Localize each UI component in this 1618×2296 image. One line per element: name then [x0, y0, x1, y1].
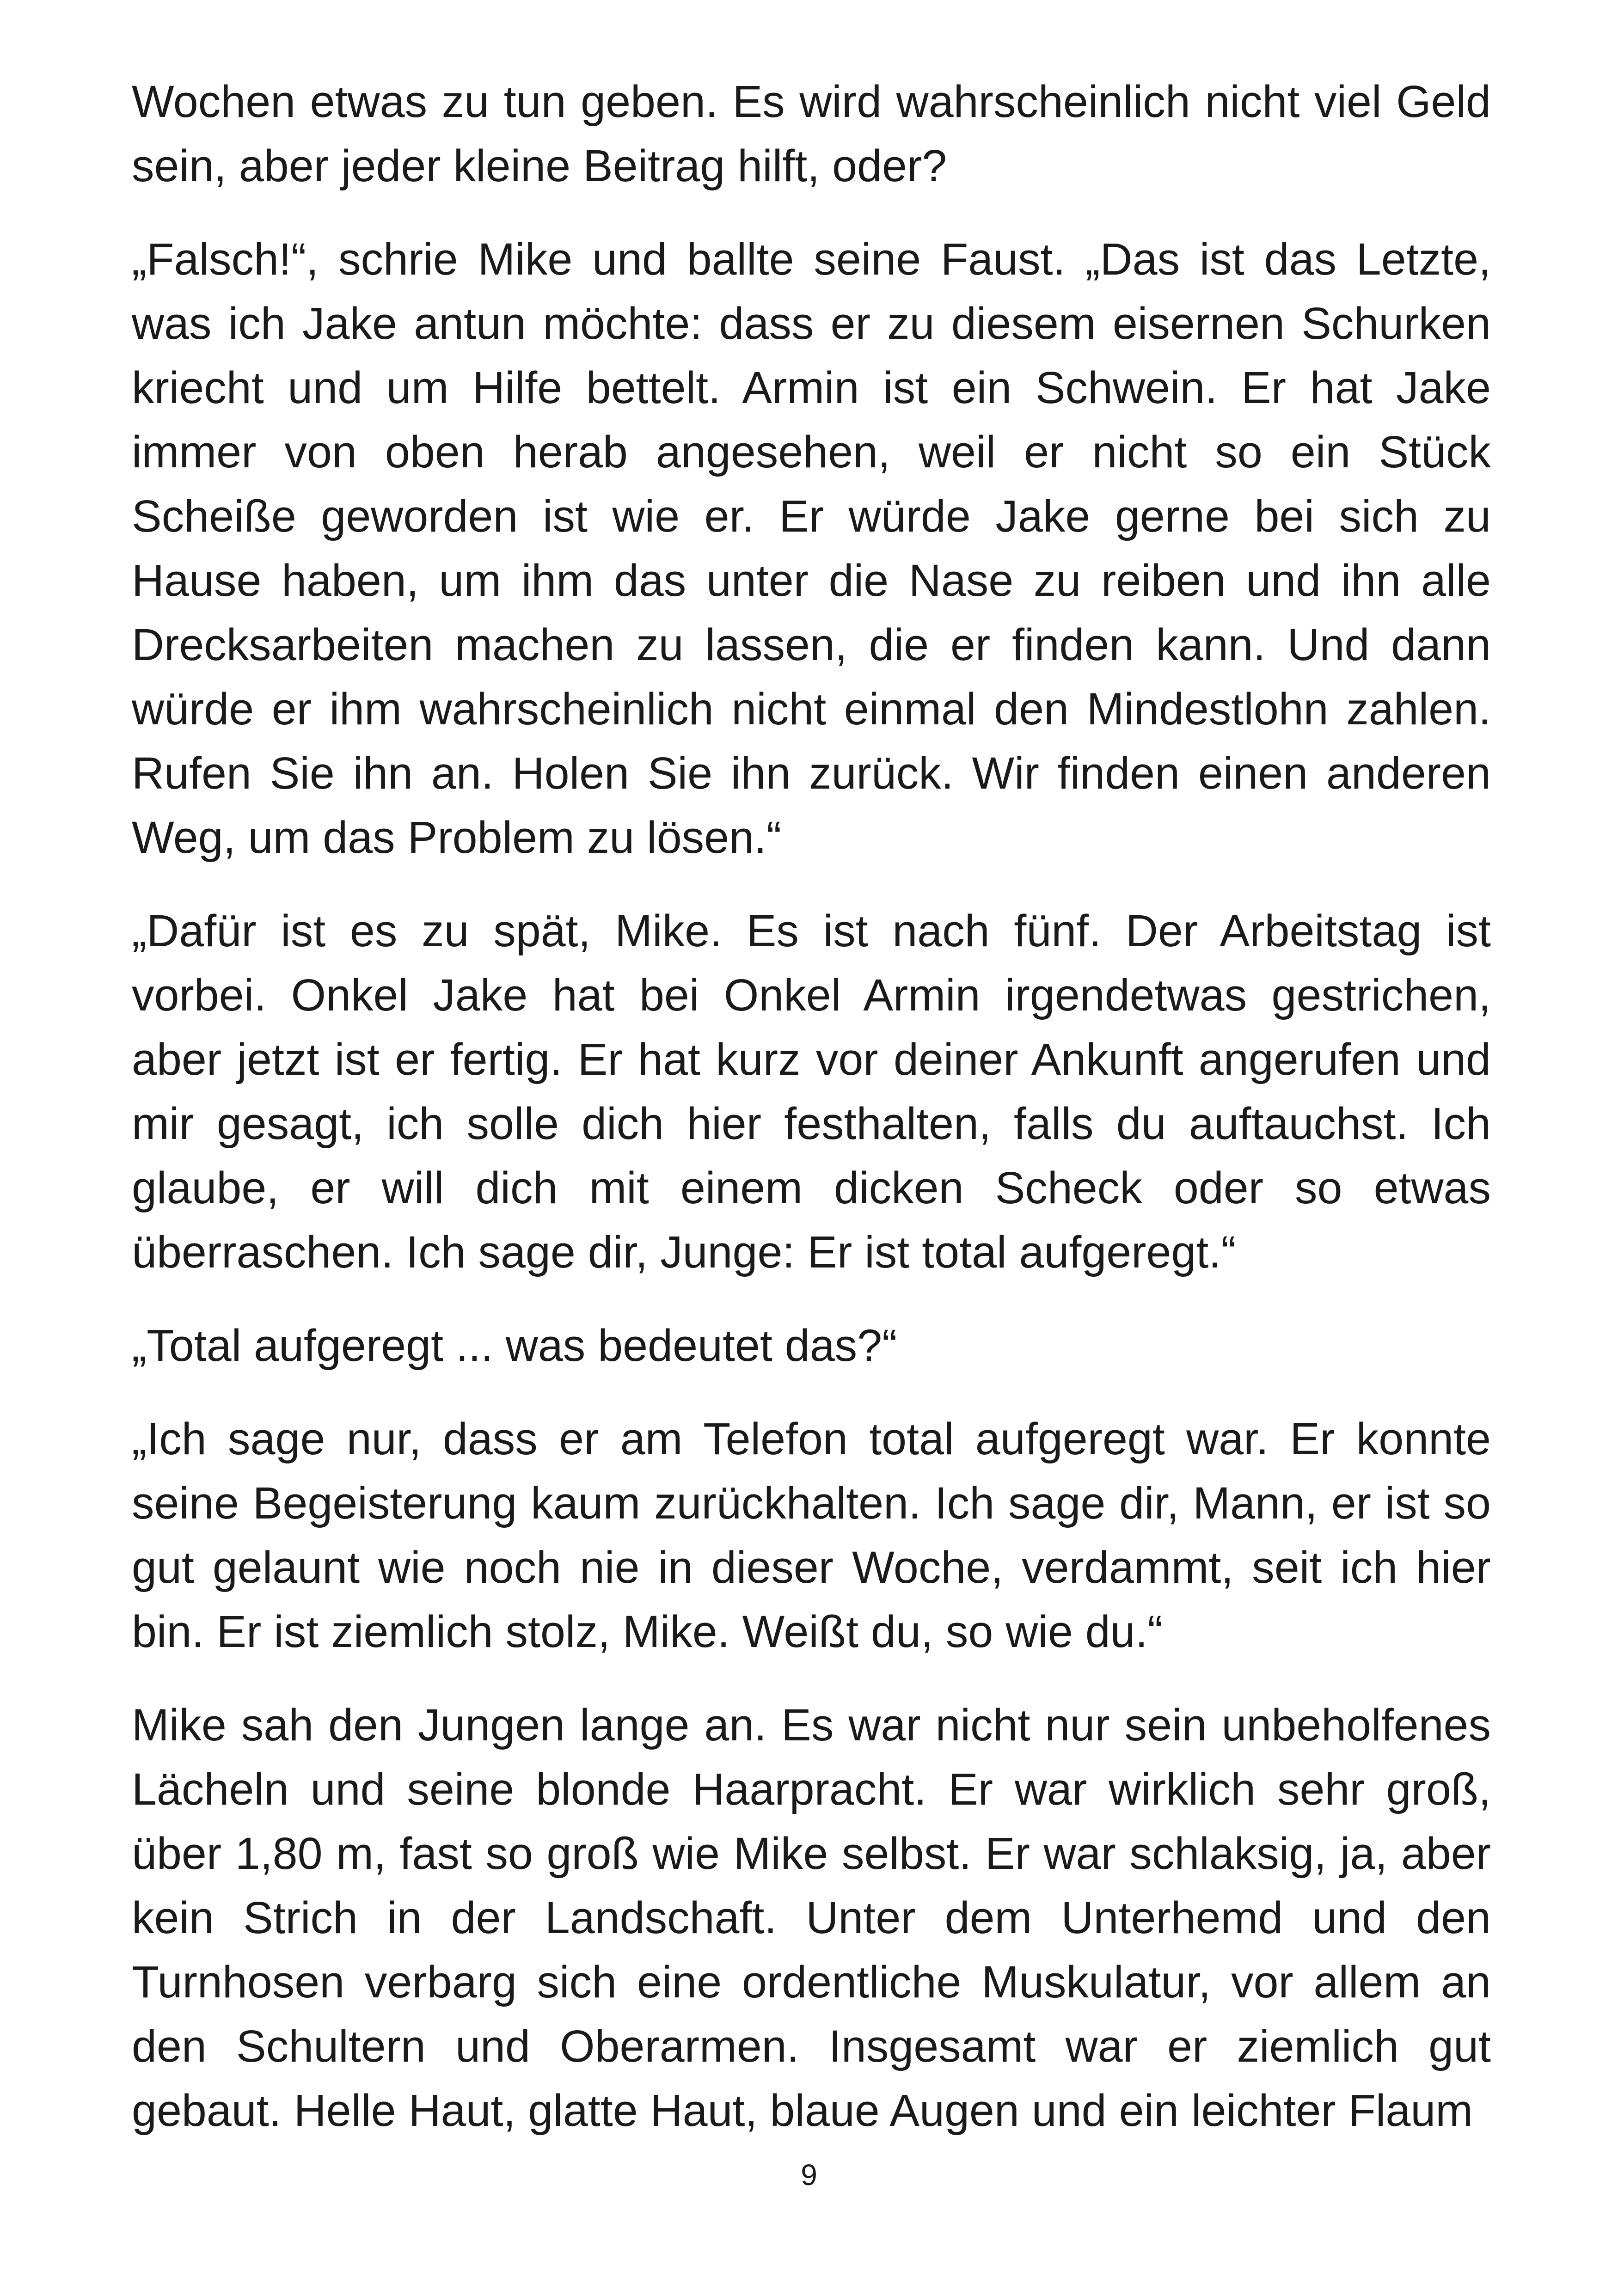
paragraph: Wochen etwas zu tun geben. Es wird wahrscheinlich nicht viel Geld sein, aber jeder kleine Beitrag hilft, oder? — [132, 76, 1491, 191]
paragraph: „Falsch!“, schrie Mike und ballte seine Faust. „Das ist das Letzte, was ich Jake antun möchte: dass er zu diesem eisernen Schurken kriecht und um Hilfe bettelt. Armin ist ein Schwein. Er hat Jake immer von oben herab angesehen, weil er nicht so ein Stück Scheiße geworden ist wie er. Er würde Jake gerne bei sich zu Hause haben, um ihm das unter die Nase zu reiben und ihn alle Drecksarbeiten machen zu lassen, die er finden kann. Und dann würde er ihm wahrscheinlich nicht einmal den Mindestlohn zahlen. Rufen Sie ihn an. Holen Sie ihn zurück. Wir finden einen anderen Weg, um das Problem zu lösen.“ — [132, 234, 1491, 863]
body-text — [132, 69, 1491, 2172]
paragraph: „Ich sage nur, dass er am Telefon total aufgeregt war. Er konnte seine Begeisterung kaum zurückhalten. Ich sage dir, Mann, er ist so gut gelaunt wie noch nie in dieser Woche, verdammt, seit ich hier bin. Er ist ziemlich stolz, Mike. Weißt du, so wie du.“ — [132, 1414, 1491, 1657]
paragraph: „Dafür ist es zu spät, Mike. Es ist nach fünf. Der Arbeitstag ist vorbei. Onkel Jake hat bei Onkel Armin irgendetwas gestrichen, aber jetzt ist er fertig. Er hat kurz vor deiner Ankunft angerufen und mir gesagt, ich solle dich hier festhalten, falls du auftauchst. Ich glaube, er will dich mit einem dicken Scheck oder so etwas überraschen. Ich sage dir, Junge: Er ist total aufgeregt.“ — [132, 906, 1491, 1277]
paragraph: Mike sah den Jungen lange an. Es war nicht nur sein unbeholfenes Lächeln und seine blonde Haarpracht. Er war wirklich sehr groß, über 1,80 m, fast so groß wie Mike selbst. Er war schlaksig, ja, aber kein Strich in der Landschaft. Unter dem Unterhemd und den Turnhosen verbarg sich eine ordentliche Muskulatur, vor allem an den Schultern und Oberarmen. Insgesamt war er ziemlich gut gebaut. Helle Haut, glatte Haut, blaue Augen und ein leichter Flaum — [132, 1700, 1491, 2136]
page-number: 9 — [801, 2158, 817, 2192]
paragraph: „Total aufgeregt ... was bedeutet das?“ — [132, 1320, 897, 1371]
